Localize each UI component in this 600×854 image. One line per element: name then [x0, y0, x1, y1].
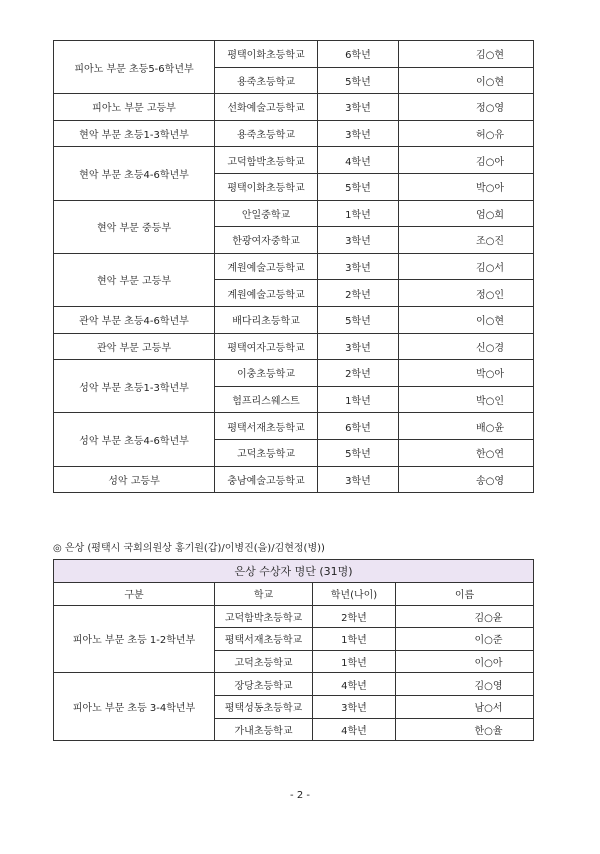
table-row [54, 605, 534, 628]
grade-cell: 2학년 [313, 605, 396, 628]
name-cell: 김○현 [399, 41, 534, 68]
category-cell: 성악 고등부 [54, 466, 215, 493]
page-number: - 2 - [290, 790, 310, 801]
name-cell: 박○아 [399, 173, 534, 200]
name-cell: 김○서 [399, 253, 534, 280]
table-row [54, 253, 534, 280]
grade-cell: 5학년 [318, 173, 399, 200]
header-name: 이름 [396, 583, 534, 606]
table-row [54, 306, 534, 333]
school-cell: 배다리초등학교 [215, 306, 318, 333]
category-cell: 피아노 부문 초등5-6학년부 [54, 41, 215, 94]
grade-cell: 3학년 [318, 333, 399, 360]
category-cell: 피아노 부문 고등부 [54, 94, 215, 121]
name-cell: 정○영 [399, 94, 534, 121]
grade-cell: 5학년 [318, 439, 399, 466]
table-row [54, 466, 534, 493]
category-cell: 관악 부문 고등부 [54, 333, 215, 360]
table-row [54, 41, 534, 68]
name-cell: 김○아 [399, 147, 534, 174]
winners-table-top [53, 40, 534, 493]
grade-cell: 3학년 [318, 94, 399, 121]
table-row [54, 200, 534, 227]
grade-cell: 2학년 [318, 360, 399, 387]
name-cell: 한○율 [396, 718, 534, 741]
school-cell: 평택성동초등학교 [215, 695, 313, 718]
name-cell: 남○서 [396, 695, 534, 718]
table-row [54, 360, 534, 387]
grade-cell: 4학년 [313, 718, 396, 741]
school-cell: 충남예술고등학교 [215, 466, 318, 493]
name-cell: 이○아 [396, 650, 534, 673]
table-row [54, 333, 534, 360]
school-cell: 장당초등학교 [215, 673, 313, 696]
category-cell: 현악 부문 초등4-6학년부 [54, 147, 215, 200]
grade-cell: 3학년 [318, 120, 399, 147]
grade-cell: 1학년 [318, 386, 399, 413]
school-cell: 고덕함박초등학교 [215, 147, 318, 174]
grade-cell: 1학년 [318, 200, 399, 227]
name-cell: 송○영 [399, 466, 534, 493]
name-cell: 박○아 [399, 360, 534, 387]
table-row [54, 120, 534, 147]
school-cell: 용죽초등학교 [215, 67, 318, 94]
school-cell: 평택이화초등학교 [215, 41, 318, 68]
grade-cell: 3학년 [318, 466, 399, 493]
category-cell: 현악 부문 고등부 [54, 253, 215, 306]
school-cell: 용죽초등학교 [215, 120, 318, 147]
school-cell: 안일중학교 [215, 200, 318, 227]
name-cell: 이○현 [399, 306, 534, 333]
school-cell: 고덕초등학교 [215, 650, 313, 673]
grade-cell: 1학년 [313, 650, 396, 673]
category-cell: 현악 부문 중등부 [54, 200, 215, 253]
table-title: 은상 수상자 명단 (31명) [54, 560, 534, 583]
school-cell: 계원예술고등학교 [215, 280, 318, 307]
name-cell: 한○연 [399, 439, 534, 466]
school-cell: 평택여자고등학교 [215, 333, 318, 360]
school-cell: 평택서재초등학교 [215, 628, 313, 651]
table-title-row [54, 560, 534, 583]
category-cell: 피아노 부문 초등 1-2학년부 [54, 605, 215, 673]
silver-award-section-title: ◎ 은상 (평택시 국회의원상 홍기원(갑)/이병진(을)/김현정(병)) [53, 543, 325, 554]
category-cell: 피아노 부문 초등 3-4학년부 [54, 673, 215, 741]
school-cell: 가내초등학교 [215, 718, 313, 741]
category-cell: 성악 부문 초등4-6학년부 [54, 413, 215, 466]
header-category: 구분 [54, 583, 215, 606]
school-cell: 한광여자중학교 [215, 227, 318, 254]
school-cell: 험프리스웨스트 [215, 386, 318, 413]
school-cell: 고덕초등학교 [215, 439, 318, 466]
name-cell: 신○경 [399, 333, 534, 360]
name-cell: 엄○희 [399, 200, 534, 227]
name-cell: 허○유 [399, 120, 534, 147]
school-cell: 계원예술고등학교 [215, 253, 318, 280]
school-cell: 선화예술고등학교 [215, 94, 318, 121]
school-cell: 평택이화초등학교 [215, 173, 318, 200]
category-cell: 관악 부문 초등4-6학년부 [54, 306, 215, 333]
grade-cell: 6학년 [318, 41, 399, 68]
header-grade: 학년(나이) [313, 583, 396, 606]
name-cell: 배○윤 [399, 413, 534, 440]
name-cell: 박○인 [399, 386, 534, 413]
silver-award-table [53, 559, 534, 741]
table-row [54, 413, 534, 440]
name-cell: 김○영 [396, 673, 534, 696]
category-cell: 현악 부문 초등1-3학년부 [54, 120, 215, 147]
header-school: 학교 [215, 583, 313, 606]
grade-cell: 4학년 [318, 147, 399, 174]
name-cell: 김○윤 [396, 605, 534, 628]
name-cell: 조○진 [399, 227, 534, 254]
grade-cell: 5학년 [318, 306, 399, 333]
name-cell: 정○인 [399, 280, 534, 307]
grade-cell: 3학년 [313, 695, 396, 718]
name-cell: 이○현 [399, 67, 534, 94]
grade-cell: 4학년 [313, 673, 396, 696]
table-row [54, 147, 534, 174]
table-row [54, 673, 534, 696]
category-cell: 성악 부문 초등1-3학년부 [54, 360, 215, 413]
grade-cell: 3학년 [318, 227, 399, 254]
table-header-row [54, 583, 534, 606]
grade-cell: 3학년 [318, 253, 399, 280]
school-cell: 고덕함박초등학교 [215, 605, 313, 628]
school-cell: 평택서재초등학교 [215, 413, 318, 440]
table-row [54, 94, 534, 121]
grade-cell: 2학년 [318, 280, 399, 307]
grade-cell: 5학년 [318, 67, 399, 94]
school-cell: 이충초등학교 [215, 360, 318, 387]
grade-cell: 1학년 [313, 628, 396, 651]
name-cell: 이○준 [396, 628, 534, 651]
grade-cell: 6학년 [318, 413, 399, 440]
